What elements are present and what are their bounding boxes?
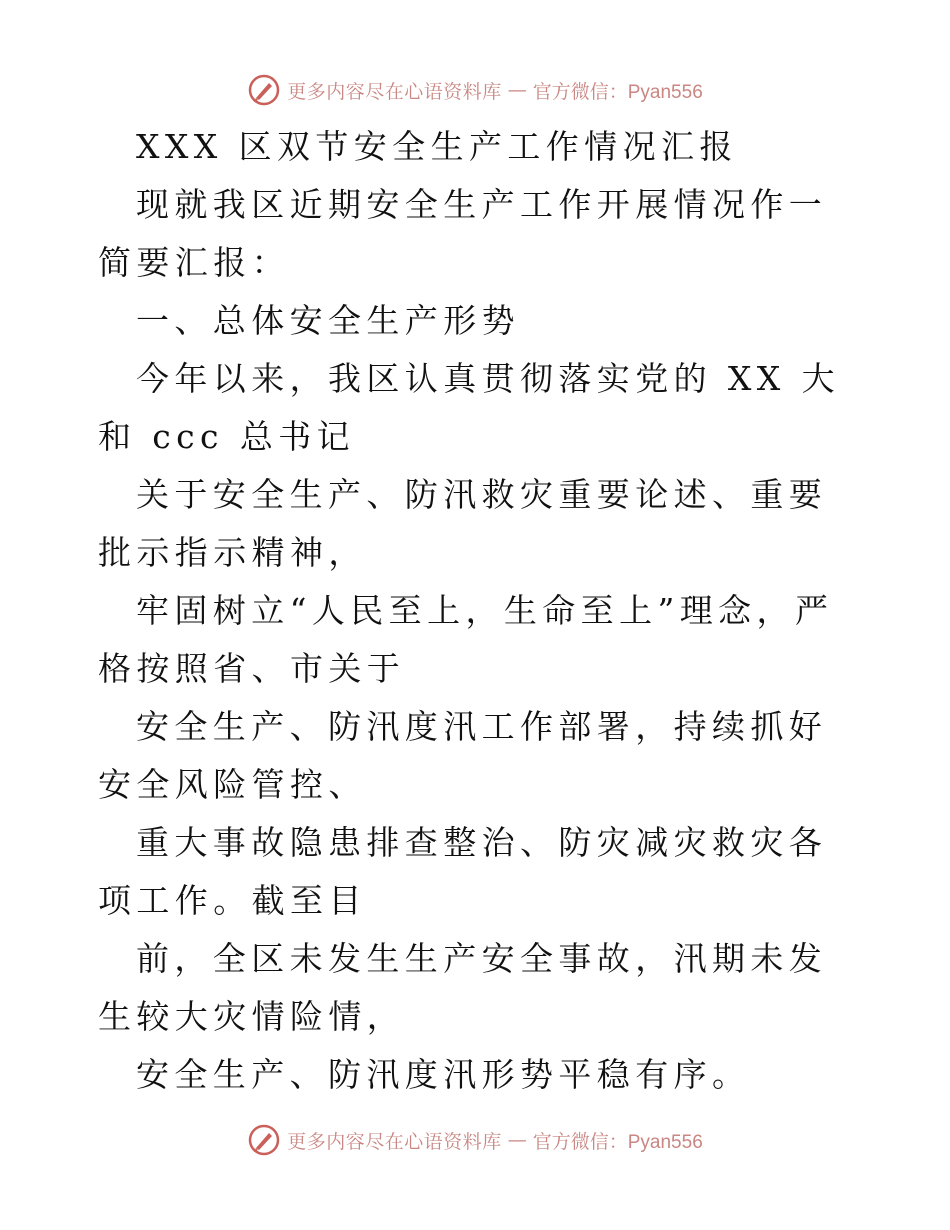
section-heading-1: 一、总体安全生产形势 [136, 301, 520, 340]
document-body [98, 118, 858, 1104]
paragraph-7: 前，全区未发生生产安全事故，汛期未发生较大灾情险情， [98, 939, 828, 1036]
paragraph-1: 现就我区近期安全生产工作开展情况作一简要汇报： [98, 185, 828, 282]
paragraph-8: 安全生产、防汛度汛形势平稳有序。 [136, 1055, 751, 1094]
paragraph-3: 关于安全生产、防汛救灾重要论述、重要批示指示精神， [98, 475, 828, 572]
paragraph-5: 安全生产、防汛度汛工作部署，持续抓好安全风险管控、 [98, 707, 828, 804]
document-title: XXX 区双节安全生产工作情况汇报 [136, 127, 738, 166]
pen-circle-logo-icon [247, 73, 281, 107]
watermark-separator: — [507, 1129, 527, 1151]
footer-watermark [0, 1120, 950, 1160]
watermark-contact: 官方微信：Pyan556 [532, 81, 703, 103]
paragraph-4: 牢固树立“人民至上，生命至上”理念，严格按照省、市关于 [98, 591, 834, 688]
pen-circle-logo-icon [247, 1123, 281, 1157]
watermark-text: 更多内容尽在心语资料库 [287, 80, 502, 103]
paragraph-6: 重大事故隐患排查整治、防灾减灾救灾各项工作。截至目 [98, 823, 828, 920]
watermark-separator: — [507, 79, 527, 101]
header-watermark [0, 70, 950, 110]
watermark-text: 更多内容尽在心语资料库 [287, 1130, 502, 1153]
paragraph-2: 今年以来，我区认真贯彻落实党的 XX 大和 ccc 总书记 [98, 359, 840, 456]
watermark-contact: 官方微信：Pyan556 [532, 1131, 703, 1153]
